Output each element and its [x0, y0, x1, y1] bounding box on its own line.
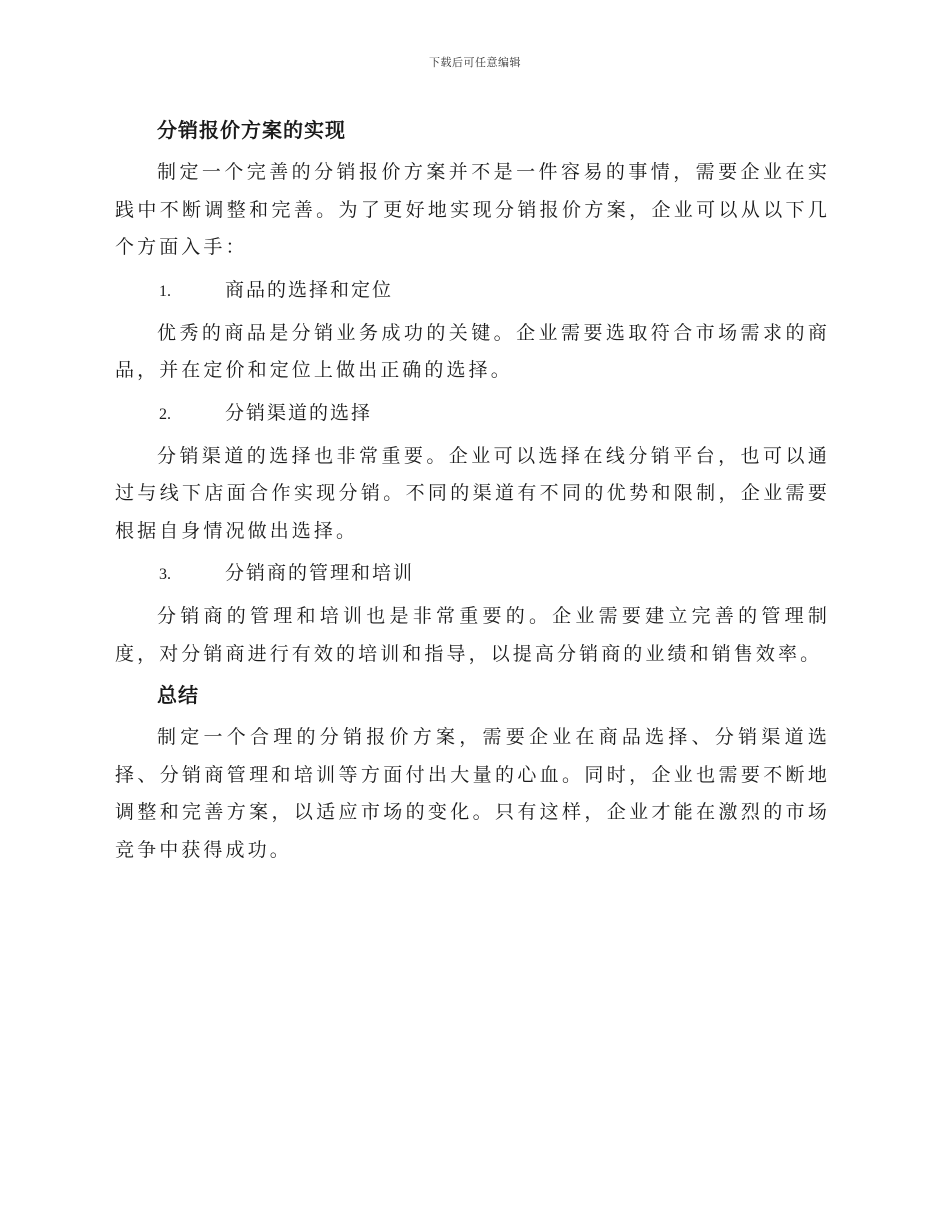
section-title-summary: 总结 — [157, 683, 199, 707]
intro-paragraph: 制定一个完善的分销报价方案并不是一件容易的事情，需要企业在实践中不断调整和完善。为了更好地实现分销报价方案，企业可以从以下几个方面入手： — [115, 161, 830, 258]
list-label: 分销渠道的选择 — [225, 401, 373, 424]
list-label: 商品的选择和定位 — [225, 278, 394, 301]
list-number: 3. — [159, 566, 171, 583]
list-label: 分销商的管理和培训 — [225, 562, 415, 584]
list-number: 1. — [159, 282, 171, 300]
section-title-implementation: 分销报价方案的实现 — [157, 118, 346, 142]
header-note: 下载后可任意编辑 — [429, 56, 521, 69]
list-item-3 — [115, 556, 830, 592]
item-paragraph-2: 分销渠道的选择也非常重要。企业可以选择在线分销平台，也可以通过与线下店面合作实现分销。不同的渠道有不同的优势和限制，企业需要根据自身情况做出选择。 — [115, 444, 830, 542]
item-paragraph-1: 优秀的商品是分销业务成功的关键。企业需要选取符合市场需求的商品，并在定价和定位上做出正确的选择。 — [115, 321, 830, 381]
list-item-2 — [115, 396, 830, 432]
item-paragraph-3: 分销商的管理和培训也是非常重要的。企业需要建立完善的管理制度，对分销商进行有效的培训和指导，以提高分销商的业绩和销售效率。 — [115, 605, 830, 665]
list-number: 2. — [159, 405, 171, 423]
document-body — [115, 108, 830, 873]
summary-paragraph: 制定一个合理的分销报价方案，需要企业在商品选择、分销渠道选择、分销商管理和培训等方面付出大量的心血。同时，企业也需要不断地调整和完善方案，以适应市场的变化。只有这样，企业才能在激烈的市场竞争中获得成功。 — [115, 726, 830, 861]
list-item-1 — [115, 273, 830, 309]
